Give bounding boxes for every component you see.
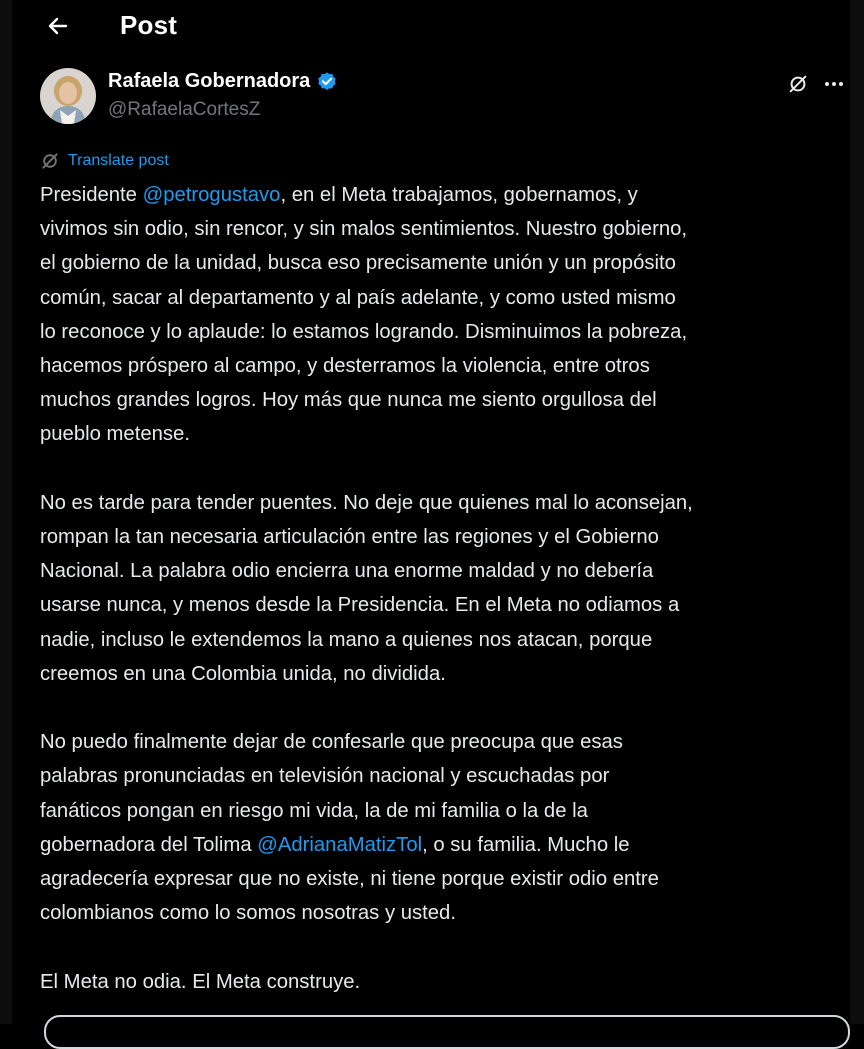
post-line: No es tarde para tender puentes. No deje que quienes mal lo aconsejan,: [40, 491, 693, 514]
post-line: palabras pronunciadas en televisión nacional y escuchadas por: [40, 765, 610, 788]
mention-link-petrogustavo[interactable]: @petrogustavo: [142, 184, 281, 206]
post-line: usarse nunca, y menos desde la Presidencia. En el Meta no odiamos a: [40, 594, 680, 617]
page-title: Post: [120, 10, 178, 40]
author-handle[interactable]: @RafaelaCortesZ: [108, 99, 261, 120]
more-horizontal-icon: [822, 72, 846, 96]
translate-icon: [40, 151, 60, 171]
avatar-photo: [40, 68, 96, 124]
post-line: común, sacar al departamento y al país adelante, y como usted mismo: [40, 286, 676, 309]
post-line: vivimos sin odio, sin rencor, y sin malos sentimientos. Nuestro gobierno,: [40, 218, 688, 241]
author-display-name[interactable]: Rafaela Gobernadora: [108, 70, 311, 92]
post-text: [40, 178, 840, 999]
avatar[interactable]: [40, 68, 96, 124]
more-options-button[interactable]: [820, 70, 848, 98]
post-paragraph-2: [40, 486, 840, 691]
window-frame-right: [850, 0, 864, 1024]
post-line: hacemos próspero al campo, y desterramos la violencia, entre otros: [40, 355, 650, 378]
post-line: muchos grandes logros. Hoy más que nunca me siento orgullosa del: [40, 389, 657, 412]
post-line: Presidente: [40, 184, 143, 206]
post-line: creemos en una Colombia unida, no dividida.: [40, 662, 446, 685]
grok-icon: [787, 73, 809, 95]
mention-link-adrianamatiztol[interactable]: @AdrianaMatizTol: [257, 833, 423, 856]
post-line: nadie, incluso le extendemos la mano a quienes nos atacan, porque: [40, 628, 653, 651]
translate-post-link[interactable]: [40, 151, 169, 171]
grok-button[interactable]: [784, 70, 812, 98]
back-button[interactable]: [40, 8, 76, 44]
post-header: [12, 0, 850, 52]
post-line: , en el Meta trabajamos, gobernamos, y: [280, 184, 638, 206]
translate-post-label: Translate post: [68, 152, 169, 169]
post-line: gobernadora del Tolima: [40, 833, 258, 856]
post-line: agradecería expresar que no existe, ni tiene porque existir odio entre: [40, 868, 659, 891]
post-line: Nacional. La palabra odio encierra una enorme maldad y no debería: [40, 560, 654, 583]
post-line: lo reconoce y lo aplaude: lo estamos logrando. Disminuimos la pobreza,: [40, 320, 688, 343]
quoted-media-card[interactable]: [44, 1015, 850, 1049]
author-name-row: [108, 70, 338, 93]
post-paragraph-1: [40, 178, 840, 452]
post-line: No puedo finalmente dejar de confesarle que preocupa que esas: [40, 731, 623, 754]
post-line: rompan la tan necesaria articulación entre las regiones y el Gobierno: [40, 526, 659, 549]
post-line: pueblo metense.: [40, 423, 190, 446]
post-paragraph-4: [40, 965, 840, 999]
post-line: colombianos como lo somos nosotras y usted.: [40, 902, 456, 925]
verified-badge-icon[interactable]: [316, 71, 338, 93]
window-frame-left: [0, 0, 12, 1024]
post-line: , o su familia. Mucho le: [422, 833, 630, 856]
post-line: fanáticos pongan en riesgo mi vida, la de mi familia o la de la: [40, 799, 588, 822]
post-line: el gobierno de la unidad, busca eso precisamente unión y un propósito: [40, 252, 676, 275]
post-line: El Meta no odia. El Meta construye.: [40, 970, 361, 993]
post-paragraph-3: [40, 725, 840, 930]
arrow-left-icon: [46, 14, 70, 38]
